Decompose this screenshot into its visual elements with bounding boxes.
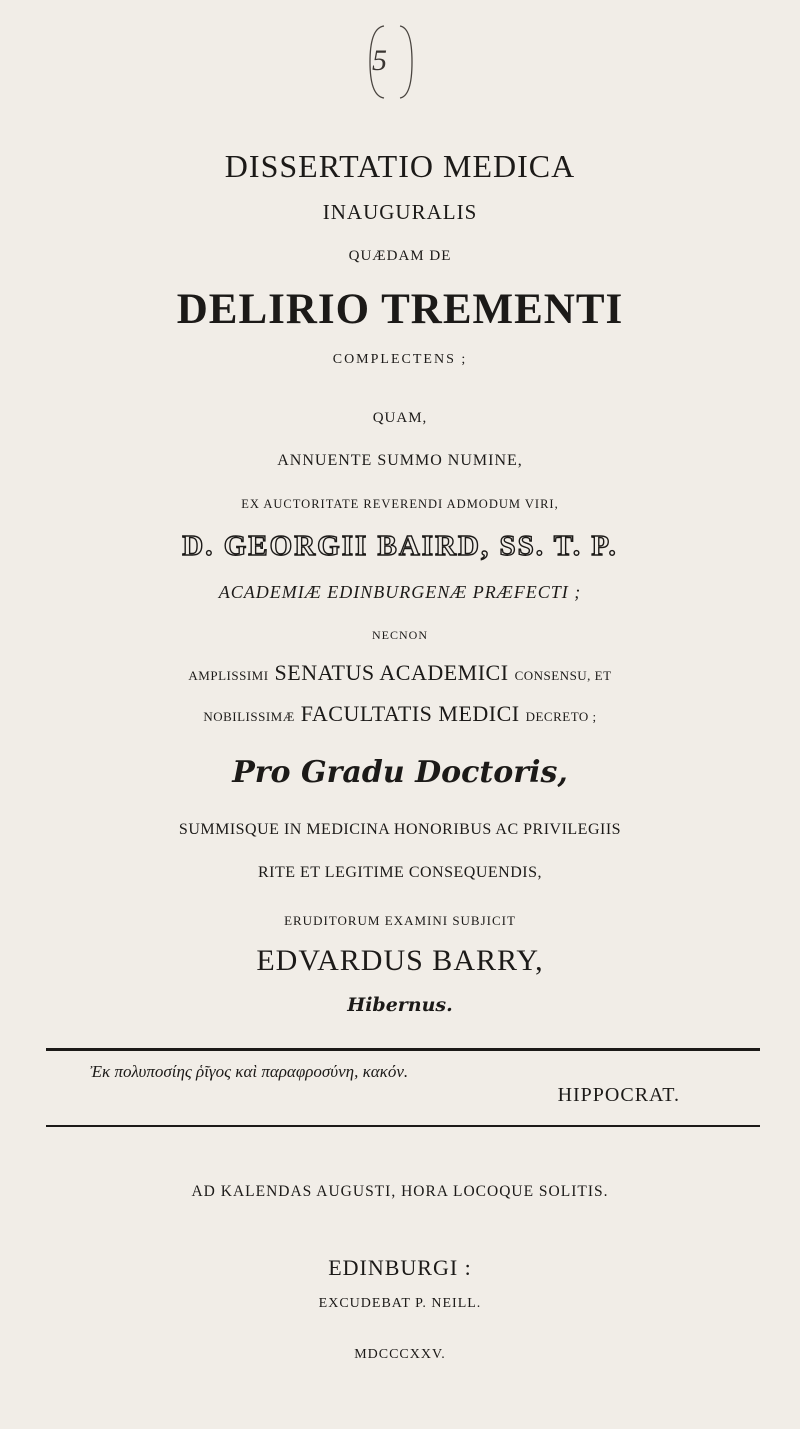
imprint-city: EDINBURGI : (328, 1255, 472, 1280)
shelfmark-bracket-icon (362, 22, 420, 102)
facultatis-prefix: NOBILISSIMÆ (203, 709, 295, 724)
facultatis-line (0, 701, 800, 727)
pro-gradu-doctoris: Pro Gradu Doctoris, (232, 755, 568, 790)
senatus-prefix: AMPLISSIMI (188, 668, 269, 683)
facultatis-suffix: DECRETO ; (525, 709, 597, 724)
senatus-suffix: CONSENSU, ET (514, 668, 612, 683)
title-line-2: INAUGURALIS (322, 200, 478, 224)
top-rule (46, 1048, 760, 1051)
president-name: D. GEORGII BAIRD, SS. T. P. (182, 530, 618, 562)
auctoritate-line: EX AUCTORITATE REVERENDI ADMODUM VIRI, (241, 497, 559, 511)
quam-line: QUAM, (372, 410, 428, 426)
title-line-1: DISSERTATIO MEDICA (224, 148, 576, 184)
imprint-printer: EXCUDEBAT P. NEILL. (318, 1296, 482, 1311)
epigraph-attribution: HIPPOCRAT. (557, 1084, 680, 1106)
author-name: EDVARDUS BARRY, (256, 944, 544, 977)
author-origin: Hibernus. (347, 994, 453, 1016)
eruditorum-line: ERUDITORUM EXAMINI SUBJICIT (284, 913, 516, 928)
imprint-year: MDCCCXXV. (354, 1347, 446, 1362)
summisque-line: SUMMISQUE IN MEDICINA HONORIBUS AC PRIVILEGIIS (178, 821, 622, 838)
bottom-rule (46, 1125, 760, 1127)
date-line: AD KALENDAS AUGUSTI, HORA LOCOQUE SOLITIS. (191, 1183, 609, 1200)
shelfmark (362, 22, 420, 102)
senatus-line (0, 660, 800, 686)
shelfmark-number: 5 (372, 44, 387, 77)
annuente-line: ANNUENTE SUMMO NUMINE, (277, 452, 523, 469)
title-line-5: COMPLECTENS ; (332, 352, 468, 367)
epigraph-text: Ἐκ πολυποσίης ῥῖγος καὶ παραφροσύνη, κακόν. (90, 1062, 409, 1081)
facultatis-main: FACULTATIS MEDICI (300, 701, 520, 726)
academiae-line: ACADEMIÆ EDINBURGENÆ PRÆFECTI ; (218, 582, 582, 602)
rite-line: RITE ET LEGITIME CONSEQUENDIS, (257, 864, 542, 881)
title-line-3: QUÆDAM DE (348, 248, 452, 264)
senatus-main: SENATUS ACADEMICI (274, 660, 509, 685)
necnon-line: NECNON (372, 628, 428, 642)
title-main: DELIRIO TREMENTI (176, 286, 624, 333)
